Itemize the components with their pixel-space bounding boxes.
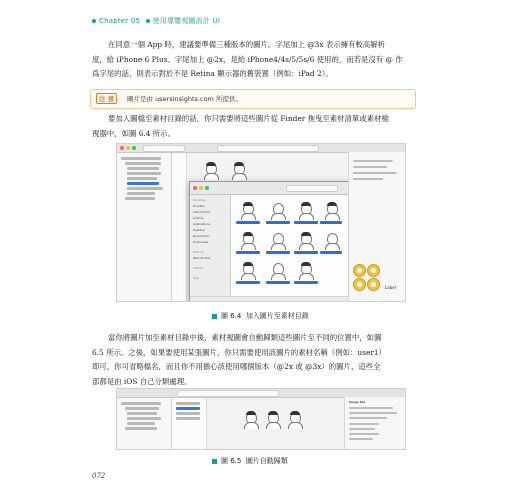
text-line: 在同意一個 App 時，建議要準備三種版本的圖片。字尾加上 @3x 表示擁有較高解析 (108, 40, 385, 49)
object-library-icon (367, 264, 380, 277)
finder-sidebar-item: Applications (193, 222, 211, 226)
zoom-window-icon (205, 186, 209, 190)
nav-row (127, 412, 157, 415)
asset-row (176, 417, 200, 420)
jump-bar (177, 390, 279, 397)
user-avatar-icon (203, 162, 219, 180)
note-box (90, 89, 416, 109)
finder-sidebar-item: AirDrop (193, 216, 204, 220)
figure-6-5-caption (212, 456, 288, 466)
text-line: 視器中，如圖 6.4 所示。 (92, 128, 175, 138)
project-navigator (117, 153, 172, 301)
user-avatar-icon (298, 262, 314, 280)
page-number: 072 (92, 472, 106, 480)
user-avatar-icon (240, 262, 256, 280)
user-avatar-icon (231, 162, 247, 180)
user-avatar-icon (298, 202, 314, 220)
inspector-title: Image Set (349, 400, 365, 404)
user-avatar-icon (243, 411, 259, 429)
user-avatar-icon (240, 202, 256, 220)
asset-row (176, 402, 200, 405)
nav-row (125, 197, 155, 200)
finder-sidebar-section: Devices (193, 250, 205, 254)
inspector-row (353, 160, 393, 162)
object-library-icon (353, 264, 366, 277)
finder-sidebar-section: Favorites (193, 198, 206, 202)
user-avatar-icon (324, 202, 340, 220)
figure-6-4-caption (212, 311, 309, 321)
figure-6-5-screenshot (116, 388, 406, 450)
inspector-row (353, 172, 397, 174)
project-navigator (117, 398, 172, 449)
nav-row (125, 427, 157, 430)
object-library-icon (367, 278, 380, 291)
finder-sidebar-item: Documents (193, 234, 209, 238)
chapter-label: Chapter 05 (99, 17, 141, 25)
nav-row (127, 177, 157, 180)
asset-list (172, 153, 187, 301)
nav-row (127, 192, 155, 195)
inspector-row (349, 438, 373, 440)
inspector-row (353, 166, 387, 168)
finder-toolbar (190, 182, 348, 195)
finder-filename (266, 221, 290, 224)
inspector-row (349, 433, 379, 435)
nav-row (127, 167, 159, 170)
finder-filename (266, 251, 290, 254)
nav-row (125, 407, 159, 410)
scheme-selector (143, 145, 185, 152)
nav-row (127, 172, 161, 175)
inspector-row (349, 428, 375, 430)
caption-label: 圖 6.5 (221, 457, 242, 465)
minimize-window-icon (126, 146, 130, 150)
caption-marker-icon (212, 314, 217, 319)
activity-viewer (217, 145, 319, 152)
finder-sidebar-item: Downloads (193, 240, 209, 244)
finder-status-bar (190, 296, 348, 302)
figure-6-4-screenshot (116, 143, 406, 302)
nav-row (121, 402, 161, 405)
finder-filename (320, 221, 342, 224)
note-text: 圖片是由 usersinsights.com 所提供。 (127, 95, 242, 103)
zoom-window-icon (132, 146, 136, 150)
middle-paragraph (92, 112, 410, 141)
inspector-row (349, 423, 379, 425)
finder-filename (236, 281, 260, 284)
caption-text: 圖片自動歸類 (245, 457, 288, 465)
text-line: 當你將圖片加至素材目錄中後，素材視圖會自動歸類這些圖片至不同的位置中，如圖 (108, 333, 382, 342)
user-avatar-icon (265, 411, 281, 429)
object-library-icon (353, 278, 366, 291)
inspector-row (353, 178, 383, 180)
user-avatar-icon (240, 232, 256, 250)
finder-filename (294, 221, 318, 224)
nav-row (121, 157, 161, 160)
note-tag: 注 意 (96, 93, 117, 104)
inspector-row (349, 417, 387, 419)
close-window-icon (193, 186, 197, 190)
nav-row-selected (127, 182, 159, 185)
bottom-paragraph (92, 331, 410, 389)
finder-window (189, 181, 349, 302)
asset-row-selected (176, 407, 200, 410)
asset-row (176, 412, 200, 415)
user-avatar-icon (270, 232, 286, 250)
separator-dot-icon (146, 19, 150, 23)
label-object-text: Label (385, 285, 396, 290)
nav-row (127, 422, 155, 425)
finder-sidebar-section: Shared (193, 266, 203, 270)
finder-filename (294, 281, 318, 284)
text-line: 爲字尾的話，則表示對於不是 Retina 顯示器的舊裝置（例如：iPad 2）。 (92, 69, 333, 78)
finder-sidebar-item: iCloud Drive (193, 210, 211, 214)
asset-list (172, 398, 207, 449)
user-avatar-icon (324, 232, 340, 250)
finder-filename (236, 251, 260, 254)
chapter-dot-icon (92, 19, 96, 23)
nav-row (127, 417, 161, 420)
text-line: 即可，你可省略檔名，而且你不用擔心該使用哪個版本（@2x 或 @3x）的圖片，這些全 (92, 362, 381, 371)
finder-sidebar-item: Remote Disc (193, 256, 211, 260)
chapter-header (92, 16, 220, 26)
nav-row (127, 187, 163, 190)
minimize-window-icon (199, 186, 203, 190)
finder-sidebar-item: Dropbox (193, 204, 205, 208)
caption-marker-icon (212, 459, 217, 464)
chapter-title: 使用導覽視圖設計 UI (152, 17, 221, 25)
caption-text: 加入圖片至素材目錄 (245, 312, 309, 320)
user-avatar-icon (270, 202, 286, 220)
utilities-panel (348, 152, 405, 301)
finder-filename (294, 251, 318, 254)
finder-sidebar-item: Desktop (193, 228, 205, 232)
finder-filename (236, 221, 260, 224)
text-line: 度，給 iPhone 6 Plus。字尾加上 @2x，是給 iPhone4/4s/5/5s/6 使用的，而若是沒有 @ 作 (92, 54, 403, 64)
user-avatar-icon (298, 232, 314, 250)
inspector-row (349, 407, 393, 409)
finder-filename (266, 281, 290, 284)
user-avatar-icon (287, 411, 303, 429)
nav-row (125, 162, 161, 165)
finder-filename (320, 251, 342, 254)
finder-search-field (286, 185, 338, 192)
text-line: 部都是由 iOS 自己分類處理。 (92, 376, 192, 386)
text-line: 6.5 所示。之後，如果要使用某張圖片，你只需要使用該圖片的素材名稱（例如：user1） (92, 347, 386, 357)
caption-label: 圖 6.4 (221, 312, 242, 320)
finder-sidebar-section: Tags (193, 276, 200, 280)
attributes-inspector (344, 397, 405, 449)
inspector-row (349, 412, 397, 414)
user-avatar-icon (270, 262, 286, 280)
text-line: 要加入圖檔至素材目錄的話，你只需要將這些圖片從 Finder 拖曳至素材清單或素材檢 (108, 114, 389, 123)
finder-sidebar (190, 195, 231, 296)
intro-paragraph (92, 38, 410, 82)
close-window-icon (120, 146, 124, 150)
